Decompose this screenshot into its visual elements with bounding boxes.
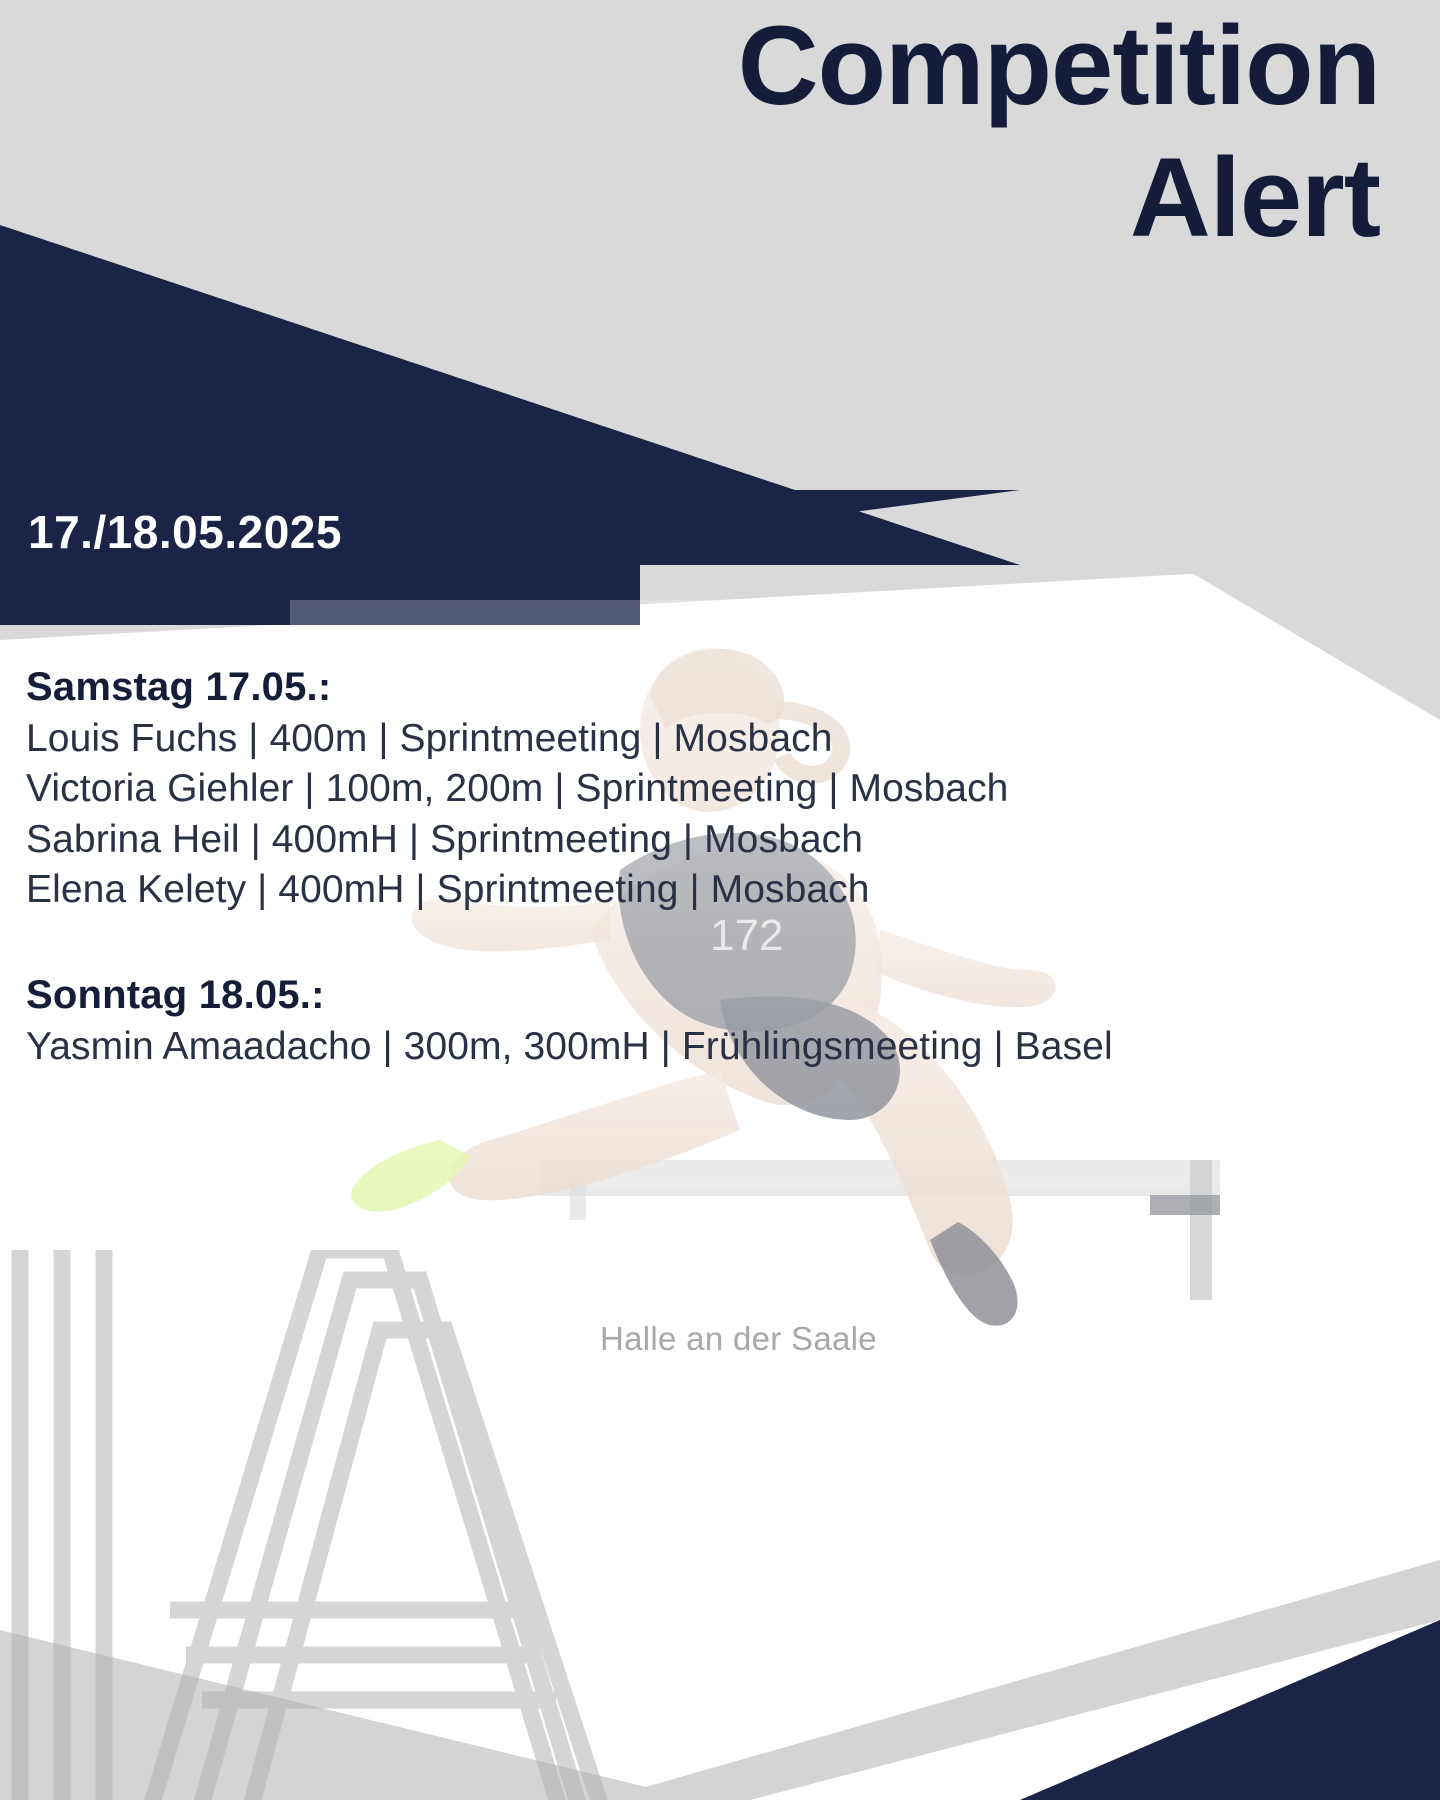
day-title: Samstag 17.05.: bbox=[26, 665, 332, 709]
schedule-entry: Victoria Giehler | 100m, 200m | Sprintmeeting | Mosbach bbox=[26, 767, 1009, 811]
club-logo-watermark bbox=[0, 1250, 750, 1800]
schedule-entry: Yasmin Amaadacho | 300m, 300mH | Frühlingsmeeting | Basel bbox=[26, 1025, 1113, 1069]
day-block-saturday bbox=[26, 665, 1286, 915]
page-title bbox=[100, 0, 1380, 264]
headline-line-2: Alert bbox=[1129, 135, 1380, 261]
schedule-entry: Sabrina Heil | 400mH | Sprintmeeting | Mosbach bbox=[26, 817, 864, 861]
schedule-list bbox=[26, 665, 1286, 1072]
headline-line-1: Competition bbox=[737, 3, 1380, 128]
event-date: 17./18.05.2025 bbox=[28, 506, 342, 558]
day-title: Sonntag 18.05.: bbox=[26, 973, 325, 1018]
schedule-entry: Louis Fuchs | 400m | Sprintmeeting | Mosbach bbox=[26, 717, 833, 760]
schedule-entry: Elena Kelety | 400mH | Sprintmeeting | Mosbach bbox=[26, 867, 870, 911]
day-block-sunday bbox=[26, 973, 1286, 1072]
photo-venue-caption: Halle an der Saale bbox=[600, 1320, 877, 1357]
